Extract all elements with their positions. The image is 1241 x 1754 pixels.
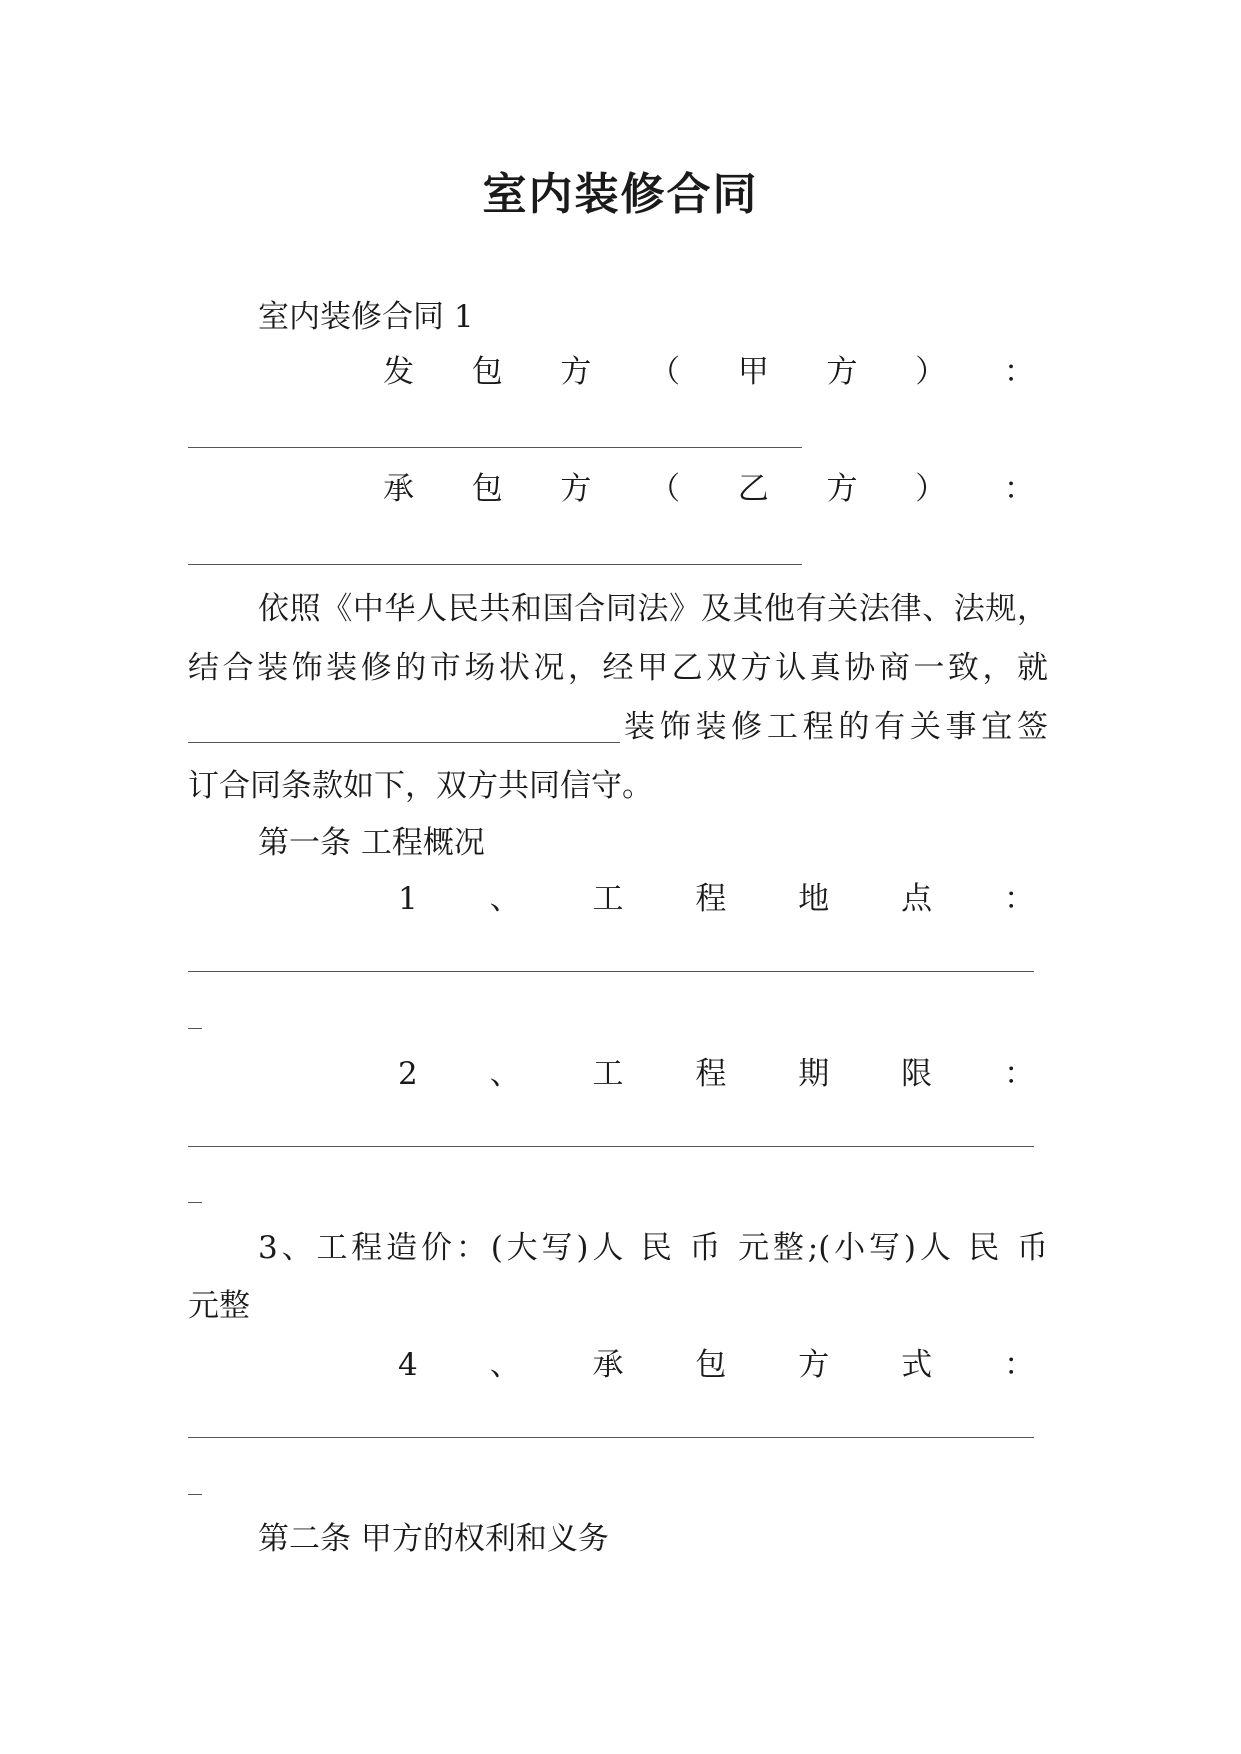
article-2-heading: 第二条 甲方的权利和义务 <box>258 1521 609 1557</box>
party-a-label <box>383 352 1035 392</box>
contract-subtitle: 室内装修合同 1 <box>258 299 474 335</box>
party-b-char: 乙 <box>737 471 769 507</box>
party-a-char: （ <box>649 354 681 390</box>
item-4-char: 式 <box>901 1347 933 1383</box>
party-a-char: 发 <box>383 354 414 390</box>
document-title: 室内装修合同 <box>482 169 759 220</box>
item-1-char: 工 <box>592 881 624 917</box>
item-1-char: ： <box>1003 881 1035 917</box>
party-b-char: 包 <box>471 471 503 507</box>
preamble-line-1: 依照《中华人民共和国合同法》及其他有关法律、法规， <box>258 591 1048 627</box>
item-2-fill-line <box>188 1146 1034 1147</box>
party-a-char: 包 <box>471 354 503 390</box>
item-1-fill-line-end <box>188 1028 202 1029</box>
item-2-char: 、 <box>489 1056 521 1092</box>
party-b-char: （ <box>649 471 681 507</box>
party-a-char: ： <box>1003 354 1035 390</box>
party-a-fill-line <box>188 447 802 448</box>
item-3-line-2: 元整 <box>188 1288 250 1324</box>
item-2-fill-line-end <box>188 1202 202 1203</box>
item-3-line-1: 3、工程造价：(大写)人 民 币 元整;(小写)人 民 币 <box>258 1230 1048 1266</box>
party-b-char: 方 <box>560 471 592 507</box>
item-4-char: ： <box>1003 1347 1035 1383</box>
item-2-char: 程 <box>695 1056 727 1092</box>
party-b-label <box>383 469 1035 509</box>
item-1-fill-line <box>188 971 1034 972</box>
preamble-line-3: 装饰装修工程的有关事宜签 <box>624 709 1048 745</box>
item-2-char: 工 <box>592 1056 624 1092</box>
item-2-char: 2 <box>398 1056 418 1092</box>
item-1-char: 1 <box>398 881 418 917</box>
project-name-fill-line <box>188 742 620 743</box>
item-4-char: 承 <box>592 1347 624 1383</box>
item-4-label <box>398 1345 1035 1385</box>
party-a-char: 方 <box>826 354 858 390</box>
item-1-char: 、 <box>489 881 521 917</box>
preamble-line-2: 结合装饰装修的市场状况，经甲乙双方认真协商一致，就 <box>188 650 1048 686</box>
item-2-char: ： <box>1003 1056 1035 1092</box>
party-b-char: 方 <box>826 471 858 507</box>
item-2-char: 期 <box>798 1056 830 1092</box>
item-4-char: 包 <box>695 1347 727 1383</box>
item-1-char: 程 <box>695 881 727 917</box>
item-4-fill-line-end <box>188 1494 202 1495</box>
item-1-label <box>398 879 1035 919</box>
party-b-fill-line <box>188 564 802 565</box>
party-a-char: 方 <box>560 354 592 390</box>
item-4-fill-line <box>188 1437 1034 1438</box>
preamble-line-4: 订合同条款如下，双方共同信守。 <box>188 768 653 804</box>
item-2-label <box>398 1054 1035 1094</box>
party-a-char: ） <box>915 354 947 390</box>
party-b-char: 承 <box>383 471 414 507</box>
item-1-char: 地 <box>798 881 830 917</box>
item-1-char: 点 <box>901 881 933 917</box>
party-b-char: ： <box>1003 471 1035 507</box>
item-4-char: 、 <box>489 1347 521 1383</box>
item-2-char: 限 <box>901 1056 933 1092</box>
party-b-char: ） <box>915 471 947 507</box>
item-4-char: 方 <box>798 1347 830 1383</box>
item-4-char: 4 <box>398 1347 418 1383</box>
party-a-char: 甲 <box>737 354 769 390</box>
article-1-heading: 第一条 工程概况 <box>258 825 485 861</box>
